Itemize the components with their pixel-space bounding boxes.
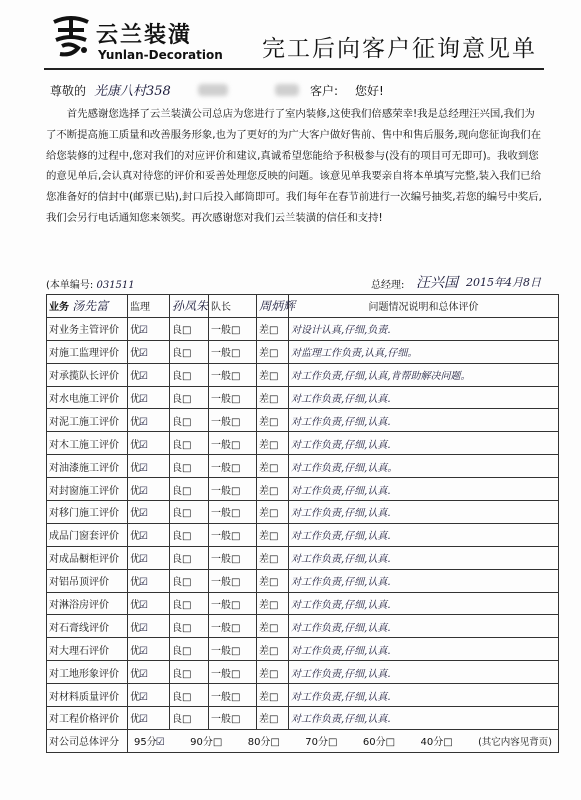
table-row xyxy=(47,638,559,661)
form-number-label: (本单编号: xyxy=(46,280,94,291)
option-excellent-label: 优 xyxy=(130,577,140,589)
option-excellent[interactable] xyxy=(128,707,170,730)
option-excellent[interactable] xyxy=(128,638,170,661)
customer-address: 光康八村358 xyxy=(94,84,171,99)
checkmark-icon: ☑ xyxy=(139,416,148,428)
option-fair[interactable]: 一般□ xyxy=(209,684,257,707)
row-note: 对工作负责,仔细,认真. xyxy=(289,523,559,546)
row-note: 对工作负责,仔细,认真. xyxy=(289,638,559,661)
checkmark-icon: ☑ xyxy=(139,485,148,497)
checkmark-icon: ☑ xyxy=(139,439,148,451)
table-row xyxy=(47,455,559,478)
row-note: 对工作负责,仔细,认真. xyxy=(289,409,559,432)
row-label: 对工地形象评价 xyxy=(47,661,128,684)
option-fair[interactable]: 一般□ xyxy=(209,569,257,592)
table-row xyxy=(47,432,559,455)
checkmark-icon: ☑ xyxy=(139,462,148,474)
option-poor[interactable]: 差□ xyxy=(257,592,289,615)
option-poor[interactable]: 差□ xyxy=(257,569,289,592)
row-note: 对监理工作负责,认真,仔细。 xyxy=(289,340,559,363)
score-option-label: 40分□ xyxy=(420,737,453,749)
manager-signature: 汪兴国 xyxy=(416,275,458,291)
option-poor[interactable]: 差□ xyxy=(257,455,289,478)
row-label: 对油漆施工评价 xyxy=(47,455,128,478)
option-good[interactable]: 良□ xyxy=(170,317,209,340)
row-note: 对工作负责,仔细,认真. xyxy=(289,501,559,524)
option-poor[interactable]: 差□ xyxy=(257,409,289,432)
row-note: 对工作负责,仔细,认真. xyxy=(289,707,559,730)
option-excellent[interactable] xyxy=(128,478,170,501)
row-note: 对工作负责,仔细,认真. xyxy=(289,546,559,569)
option-poor[interactable]: 差□ xyxy=(257,432,289,455)
form-number-value: 031511 xyxy=(96,280,135,291)
captain-name: 周炳辉 xyxy=(257,295,289,318)
table-row xyxy=(47,478,559,501)
option-poor[interactable]: 差□ xyxy=(257,661,289,684)
option-good[interactable]: 良□ xyxy=(170,638,209,661)
table-row xyxy=(47,340,559,363)
row-label: 对水电施工评价 xyxy=(47,386,128,409)
option-excellent[interactable] xyxy=(128,432,170,455)
option-good[interactable]: 良□ xyxy=(170,501,209,524)
checkmark-icon: ☑ xyxy=(139,394,148,405)
option-excellent[interactable] xyxy=(128,661,170,684)
table-row xyxy=(47,707,559,730)
option-good[interactable]: 良□ xyxy=(170,569,209,592)
table-row xyxy=(47,569,559,592)
manager-label: 总经理: xyxy=(371,280,405,291)
option-excellent-label: 优 xyxy=(130,462,140,474)
checkmark-icon: ☑ xyxy=(139,371,148,383)
option-excellent-label: 优 xyxy=(130,394,140,405)
table-row xyxy=(47,523,559,546)
back-page-note: (其它内容见背页) xyxy=(478,736,552,748)
option-excellent[interactable] xyxy=(128,523,170,546)
option-good[interactable]: 良□ xyxy=(170,432,209,455)
letter-body xyxy=(46,104,544,229)
option-excellent-label: 优 xyxy=(130,508,140,520)
page-title: 完工后向客户征询意见单 xyxy=(262,36,537,62)
option-excellent-label: 优 xyxy=(130,371,140,383)
row-label: 对承揽队长评价 xyxy=(47,363,128,386)
brand-name-en: Yunlan-Decoration xyxy=(98,48,223,62)
option-fair[interactable]: 一般□ xyxy=(209,432,257,455)
row-note: 对工作负责,仔细,认真. xyxy=(289,432,559,455)
checkmark-icon: ☑ xyxy=(139,325,148,337)
table-header-row xyxy=(47,295,559,318)
option-good[interactable]: 良□ xyxy=(170,478,209,501)
score-option[interactable] xyxy=(248,733,280,748)
option-fair[interactable]: 一般□ xyxy=(209,546,257,569)
row-label: 对移门施工评价 xyxy=(47,501,128,524)
option-excellent[interactable] xyxy=(128,455,170,478)
captain-label: 队长 xyxy=(209,295,257,318)
row-note: 对工作负责,仔细,认真. xyxy=(289,386,559,409)
row-label: 对施工监理评价 xyxy=(47,340,128,363)
option-fair[interactable]: 一般□ xyxy=(209,592,257,615)
row-note: 对工作负责,仔细,认真,肯帮助解决问题。 xyxy=(289,363,559,386)
option-excellent-label: 优 xyxy=(130,714,140,726)
option-excellent-label: 优 xyxy=(130,645,140,657)
row-label: 对封窗施工评价 xyxy=(47,478,128,501)
option-excellent-label: 优 xyxy=(130,439,140,451)
checkmark-icon: ☑ xyxy=(139,668,148,680)
checkmark-icon: ☑ xyxy=(139,622,148,634)
evaluation-table xyxy=(46,294,559,753)
table-row xyxy=(47,546,559,569)
row-note: 对工作负责,仔细,认真。 xyxy=(289,455,559,478)
option-poor[interactable]: 差□ xyxy=(257,523,289,546)
option-good[interactable]: 良□ xyxy=(170,455,209,478)
option-fair[interactable]: 一般□ xyxy=(209,501,257,524)
header xyxy=(0,0,581,80)
option-good[interactable]: 良□ xyxy=(170,592,209,615)
score-option-label: 80分□ xyxy=(247,737,280,749)
option-fair[interactable]: 一般□ xyxy=(209,478,257,501)
option-fair[interactable]: 一般□ xyxy=(209,638,257,661)
score-option[interactable] xyxy=(420,733,452,748)
row-note: 对工作负责,仔细,认真. xyxy=(289,478,559,501)
table-row xyxy=(47,661,559,684)
option-poor[interactable]: 差□ xyxy=(257,363,289,386)
score-option[interactable] xyxy=(363,733,395,748)
option-excellent[interactable] xyxy=(128,546,170,569)
option-poor[interactable]: 差□ xyxy=(257,478,289,501)
option-excellent[interactable] xyxy=(128,615,170,638)
option-fair[interactable]: 一般□ xyxy=(209,317,257,340)
option-excellent[interactable] xyxy=(128,317,170,340)
score-option-label: 60分□ xyxy=(362,737,396,749)
redacted-block xyxy=(198,84,228,96)
row-label: 对工程价格评价 xyxy=(47,707,128,730)
score-option[interactable] xyxy=(134,733,165,748)
option-fair[interactable]: 一般□ xyxy=(209,340,257,363)
row-label: 对木工施工评价 xyxy=(47,432,128,455)
score-option-label: 70分□ xyxy=(305,737,338,749)
salutation-prefix: 尊敬的 xyxy=(50,84,87,98)
option-excellent[interactable] xyxy=(128,592,170,615)
option-excellent-label: 优 xyxy=(130,348,140,360)
row-label: 对铝吊顶评价 xyxy=(47,569,128,592)
option-excellent[interactable] xyxy=(128,501,170,524)
total-score-options xyxy=(128,729,559,752)
redacted-block xyxy=(275,84,299,96)
option-poor[interactable]: 差□ xyxy=(257,707,289,730)
table-row xyxy=(47,592,559,615)
option-excellent-label: 优 xyxy=(130,485,140,497)
option-fair[interactable]: 一般□ xyxy=(209,523,257,546)
option-fair[interactable]: 一般□ xyxy=(209,455,257,478)
row-note: 对工作负责,仔细,认真. xyxy=(289,569,559,592)
option-fair[interactable]: 一般□ xyxy=(209,615,257,638)
meta-row xyxy=(46,274,546,294)
table-row xyxy=(47,684,559,707)
score-option[interactable] xyxy=(305,733,337,748)
checkmark-icon: ☑ xyxy=(155,737,165,749)
table-row xyxy=(47,363,559,386)
row-note: 对工作负责,仔细,认真. xyxy=(289,661,559,684)
letter-paragraph: 首先感谢您选择了云兰装潢公司总店为您进行了室内装修,这使我们倍感荣幸!我是总经理汪兴国,我们为了不断提高施工质量和改善服务形象,也为了更好的为广大客户做好售前、售中和售后服务,现向您征询我们在给您装修的过程中,您对我们的对应评价和建议,真诚希望您能给予积极参与(没有的项目可无即可)。我收到您的意见单后,会认真对待您的评价和妥善处理您反映的问题。该意见单我要亲自将本单填写完整,装入我们已给您准备好的信封中(邮票已贴),封口后投入邮筒即可。我们每年在春节前进行一次编号抽奖,若您的编号中奖后,我们会另行电话通知您来领奖。再次感谢您对我们云兰装潢的信任和支持! xyxy=(46,108,542,224)
option-fair[interactable]: 一般□ xyxy=(209,661,257,684)
option-excellent-label: 优 xyxy=(130,622,140,634)
row-label: 成品门窗套评价 xyxy=(47,523,128,546)
option-excellent-label: 优 xyxy=(130,554,140,566)
supervisor-label: 监理 xyxy=(128,295,170,318)
option-poor[interactable]: 差□ xyxy=(257,684,289,707)
header-business-cell xyxy=(47,295,128,318)
option-excellent[interactable] xyxy=(128,569,170,592)
salutation-greeting: 您好! xyxy=(355,84,384,98)
row-label: 对业务主管评价 xyxy=(47,317,128,340)
option-poor[interactable]: 差□ xyxy=(257,546,289,569)
option-excellent[interactable] xyxy=(128,340,170,363)
option-fair[interactable]: 一般□ xyxy=(209,363,257,386)
score-option[interactable] xyxy=(190,733,222,748)
option-excellent[interactable] xyxy=(128,409,170,432)
option-excellent[interactable] xyxy=(128,386,170,409)
option-good[interactable]: 良□ xyxy=(170,615,209,638)
checkmark-icon: ☑ xyxy=(139,554,148,566)
option-excellent[interactable] xyxy=(128,363,170,386)
option-excellent-label: 优 xyxy=(130,668,140,680)
checkmark-icon: ☑ xyxy=(139,714,148,726)
option-excellent-label: 优 xyxy=(130,325,140,337)
row-note: 对工作负责,仔细,认真. xyxy=(289,615,559,638)
option-fair[interactable]: 一般□ xyxy=(209,707,257,730)
option-poor[interactable]: 差□ xyxy=(257,501,289,524)
row-label: 对石膏线评价 xyxy=(47,615,128,638)
supervisor-name: 孙凤朱 xyxy=(170,295,209,318)
form-date: 2015年4月8日 xyxy=(466,276,541,289)
row-label: 对大理石评价 xyxy=(47,638,128,661)
option-excellent-label: 优 xyxy=(130,691,140,703)
checkmark-icon: ☑ xyxy=(139,691,148,703)
option-good[interactable]: 良□ xyxy=(170,707,209,730)
total-score-row xyxy=(47,729,559,752)
notes-header: 问题情况说明和总体评价 xyxy=(289,295,559,318)
option-fair[interactable]: 一般□ xyxy=(209,386,257,409)
checkmark-icon: ☑ xyxy=(139,645,148,657)
total-score-label: 对公司总体评分 xyxy=(47,729,128,752)
table-row xyxy=(47,317,559,340)
option-poor[interactable]: 差□ xyxy=(257,638,289,661)
option-excellent-label: 优 xyxy=(130,531,140,543)
table-row xyxy=(47,615,559,638)
salutation-suffix: 客户: xyxy=(310,84,339,98)
checkmark-icon: ☑ xyxy=(139,600,148,612)
table-row xyxy=(47,386,559,409)
brand-name-cn: 云兰装潢 xyxy=(96,23,193,48)
form-number xyxy=(46,276,135,291)
checkmark-icon: ☑ xyxy=(139,531,148,543)
option-good[interactable]: 良□ xyxy=(170,661,209,684)
option-good[interactable]: 良□ xyxy=(170,363,209,386)
salutation-line xyxy=(50,82,384,99)
option-good[interactable]: 良□ xyxy=(170,409,209,432)
option-poor[interactable]: 差□ xyxy=(257,386,289,409)
option-good[interactable]: 良□ xyxy=(170,684,209,707)
option-excellent[interactable] xyxy=(128,684,170,707)
row-note: 对工作负责,仔细,认真. xyxy=(289,684,559,707)
row-note: 对设计认真,仔细,负责. xyxy=(289,317,559,340)
option-fair[interactable]: 一般□ xyxy=(209,409,257,432)
option-excellent-label: 优 xyxy=(130,416,140,428)
row-label: 对成品橱柜评价 xyxy=(47,546,128,569)
option-poor[interactable]: 差□ xyxy=(257,317,289,340)
business-label: 业务 xyxy=(49,302,69,314)
option-poor[interactable]: 差□ xyxy=(257,340,289,363)
checkmark-icon: ☑ xyxy=(139,348,148,360)
row-label: 对淋浴房评价 xyxy=(47,592,128,615)
table-row xyxy=(47,501,559,524)
row-label: 对泥工施工评价 xyxy=(47,409,128,432)
header-divider xyxy=(44,68,544,70)
score-option-label: 90分□ xyxy=(190,737,223,749)
row-label: 对材料质量评价 xyxy=(47,684,128,707)
business-name: 汤先富 xyxy=(72,299,109,314)
option-good[interactable]: 良□ xyxy=(170,546,209,569)
option-good[interactable]: 良□ xyxy=(170,386,209,409)
yunlan-logo-icon xyxy=(48,12,94,58)
option-excellent-label: 优 xyxy=(130,600,140,612)
checkmark-icon: ☑ xyxy=(139,577,148,589)
table-row xyxy=(47,409,559,432)
option-poor[interactable]: 差□ xyxy=(257,615,289,638)
option-good[interactable]: 良□ xyxy=(170,340,209,363)
row-note: 对工作负责,仔细,认真. xyxy=(289,592,559,615)
checkmark-icon: ☑ xyxy=(139,508,148,520)
option-good[interactable]: 良□ xyxy=(170,523,209,546)
score-option-label: 95分 xyxy=(134,737,157,749)
